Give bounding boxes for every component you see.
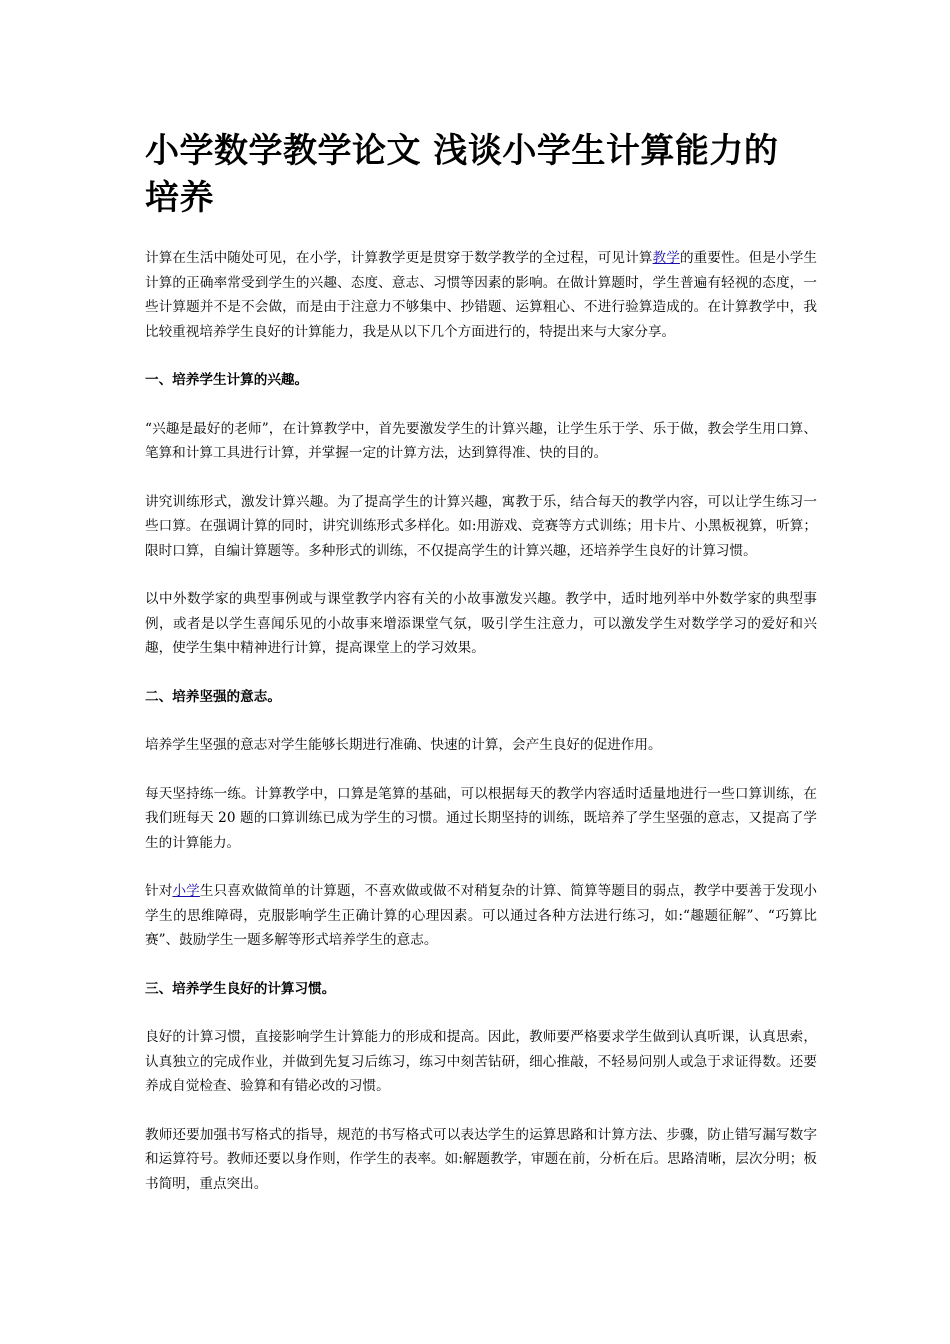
link-primary-school[interactable]: 小学 [172,883,200,899]
section-heading-will: 二、培养坚强的意志。 [145,688,281,705]
paragraph-intro [145,246,817,344]
paragraph-will-3-text-a: 针对 [145,883,173,899]
section-heading-interest: 一、培养学生计算的兴趣。 [145,372,309,388]
paragraph-will-3 [145,879,817,953]
document-page [145,128,817,1220]
paragraph-will-1: 培养学生坚强的意志对学生能够长期进行准确、快速的计算，会产生良好的促进作用。 [145,737,662,753]
paragraph-will-2: 每天坚持练一练。计算教学中，口算是笔算的基础，可以根据每天的教学内容适时适量地进行一些口算训练，在我们班每天 20 题的口算训练已成为学生的习惯。通过长期坚持的训练，既培养了学生坚强的意志，又提高了学生的计算能力。 [145,785,817,851]
paragraph-interest-1: “兴趣是最好的老师”，在计算教学中，首先要激发学生的计算兴趣，让学生乐于学、乐于做，教会学生用口算、笔算和计算工具进行计算，并掌握一定的计算方法，达到算得准、快的目的。 [145,420,817,461]
section-heading-habits: 三、培养学生良好的计算习惯。 [145,980,336,997]
link-teaching[interactable]: 教学 [652,250,680,266]
paragraph-habits-2: 教师还要加强书写格式的指导，规范的书写格式可以表达学生的运算思路和计算方法、步骤，防止错写漏写数字和运算符号。教师还要以身作则，作学生的表率。如:解题教学，审题在前，分析在后。思路清晰，层次分明；板书简明，重点突出。 [145,1126,817,1192]
paragraph-intro-text-a: 计算在生活中随处可见，在小学，计算教学更是贯穿于数学教学的全过程，可见计算 [145,250,653,266]
paragraph-interest-3: 以中外数学家的典型事例或与课堂教学内容有关的小故事激发兴趣。教学中，适时地列举中外数学家的典型事例，或者是以学生喜闻乐见的小故事来增添课堂气氛，吸引学生注意力，可以激发学生对数学学习的爱好和兴趣，使学生集中精神进行计算，提高课堂上的学习效果。 [145,591,817,656]
paragraph-habits-1: 良好的计算习惯，直接影响学生计算能力的形成和提高。因此，教师要严格要求学生做到认真听课，认真思索，认真独立的完成作业，并做到先复习后练习，练习中刻苦钻研，细心推敲，不轻易问别人或急于求证得数。还要养成自觉检查、验算和有错必改的习惯。 [145,1029,817,1094]
paragraph-interest-2: 讲究训练形式，激发计算兴趣。为了提高学生的计算兴趣，寓教于乐，结合每天的教学内容，可以让学生练习一些口算。在强调计算的同时，讲究训练形式多样化。如:用游戏、竞赛等方式训练；用卡片、小黑板视算，听算；限时口算，自编计算题等。多种形式的训练，不仅提高学生的计算兴趣，还培养学生良好的计算习惯。 [145,493,817,559]
paragraph-will-3-text-b: 生只喜欢做简单的计算题，不喜欢做或做不对稍复杂的计算、简算等题目的弱点，教学中要善于发现小学生的思维障碍，克服影响学生正确计算的心理因素。可以通过各种方法进行练习，如:“趣题征解”、“巧算比赛”、鼓励学生一题多解等形式培养学生的意志。 [145,883,818,948]
document-title: 小学数学教学论文 浅谈小学生计算能力的培养 [145,131,779,218]
paragraph-intro-text-b: 的重要性。但是小学生计算的正确率常受到学生的兴趣、态度、意志、习惯等因素的影响。在做计算题时，学生普遍有轻视的态度，一些计算题并不是不会做，而是由于注意力不够集中、抄错题、运算粗心、不进行验算造成的。在计算教学中，我比较重视培养学生良好的计算能力，我是从以下几个方面进行的，特提出来与大家分享。 [145,250,818,340]
